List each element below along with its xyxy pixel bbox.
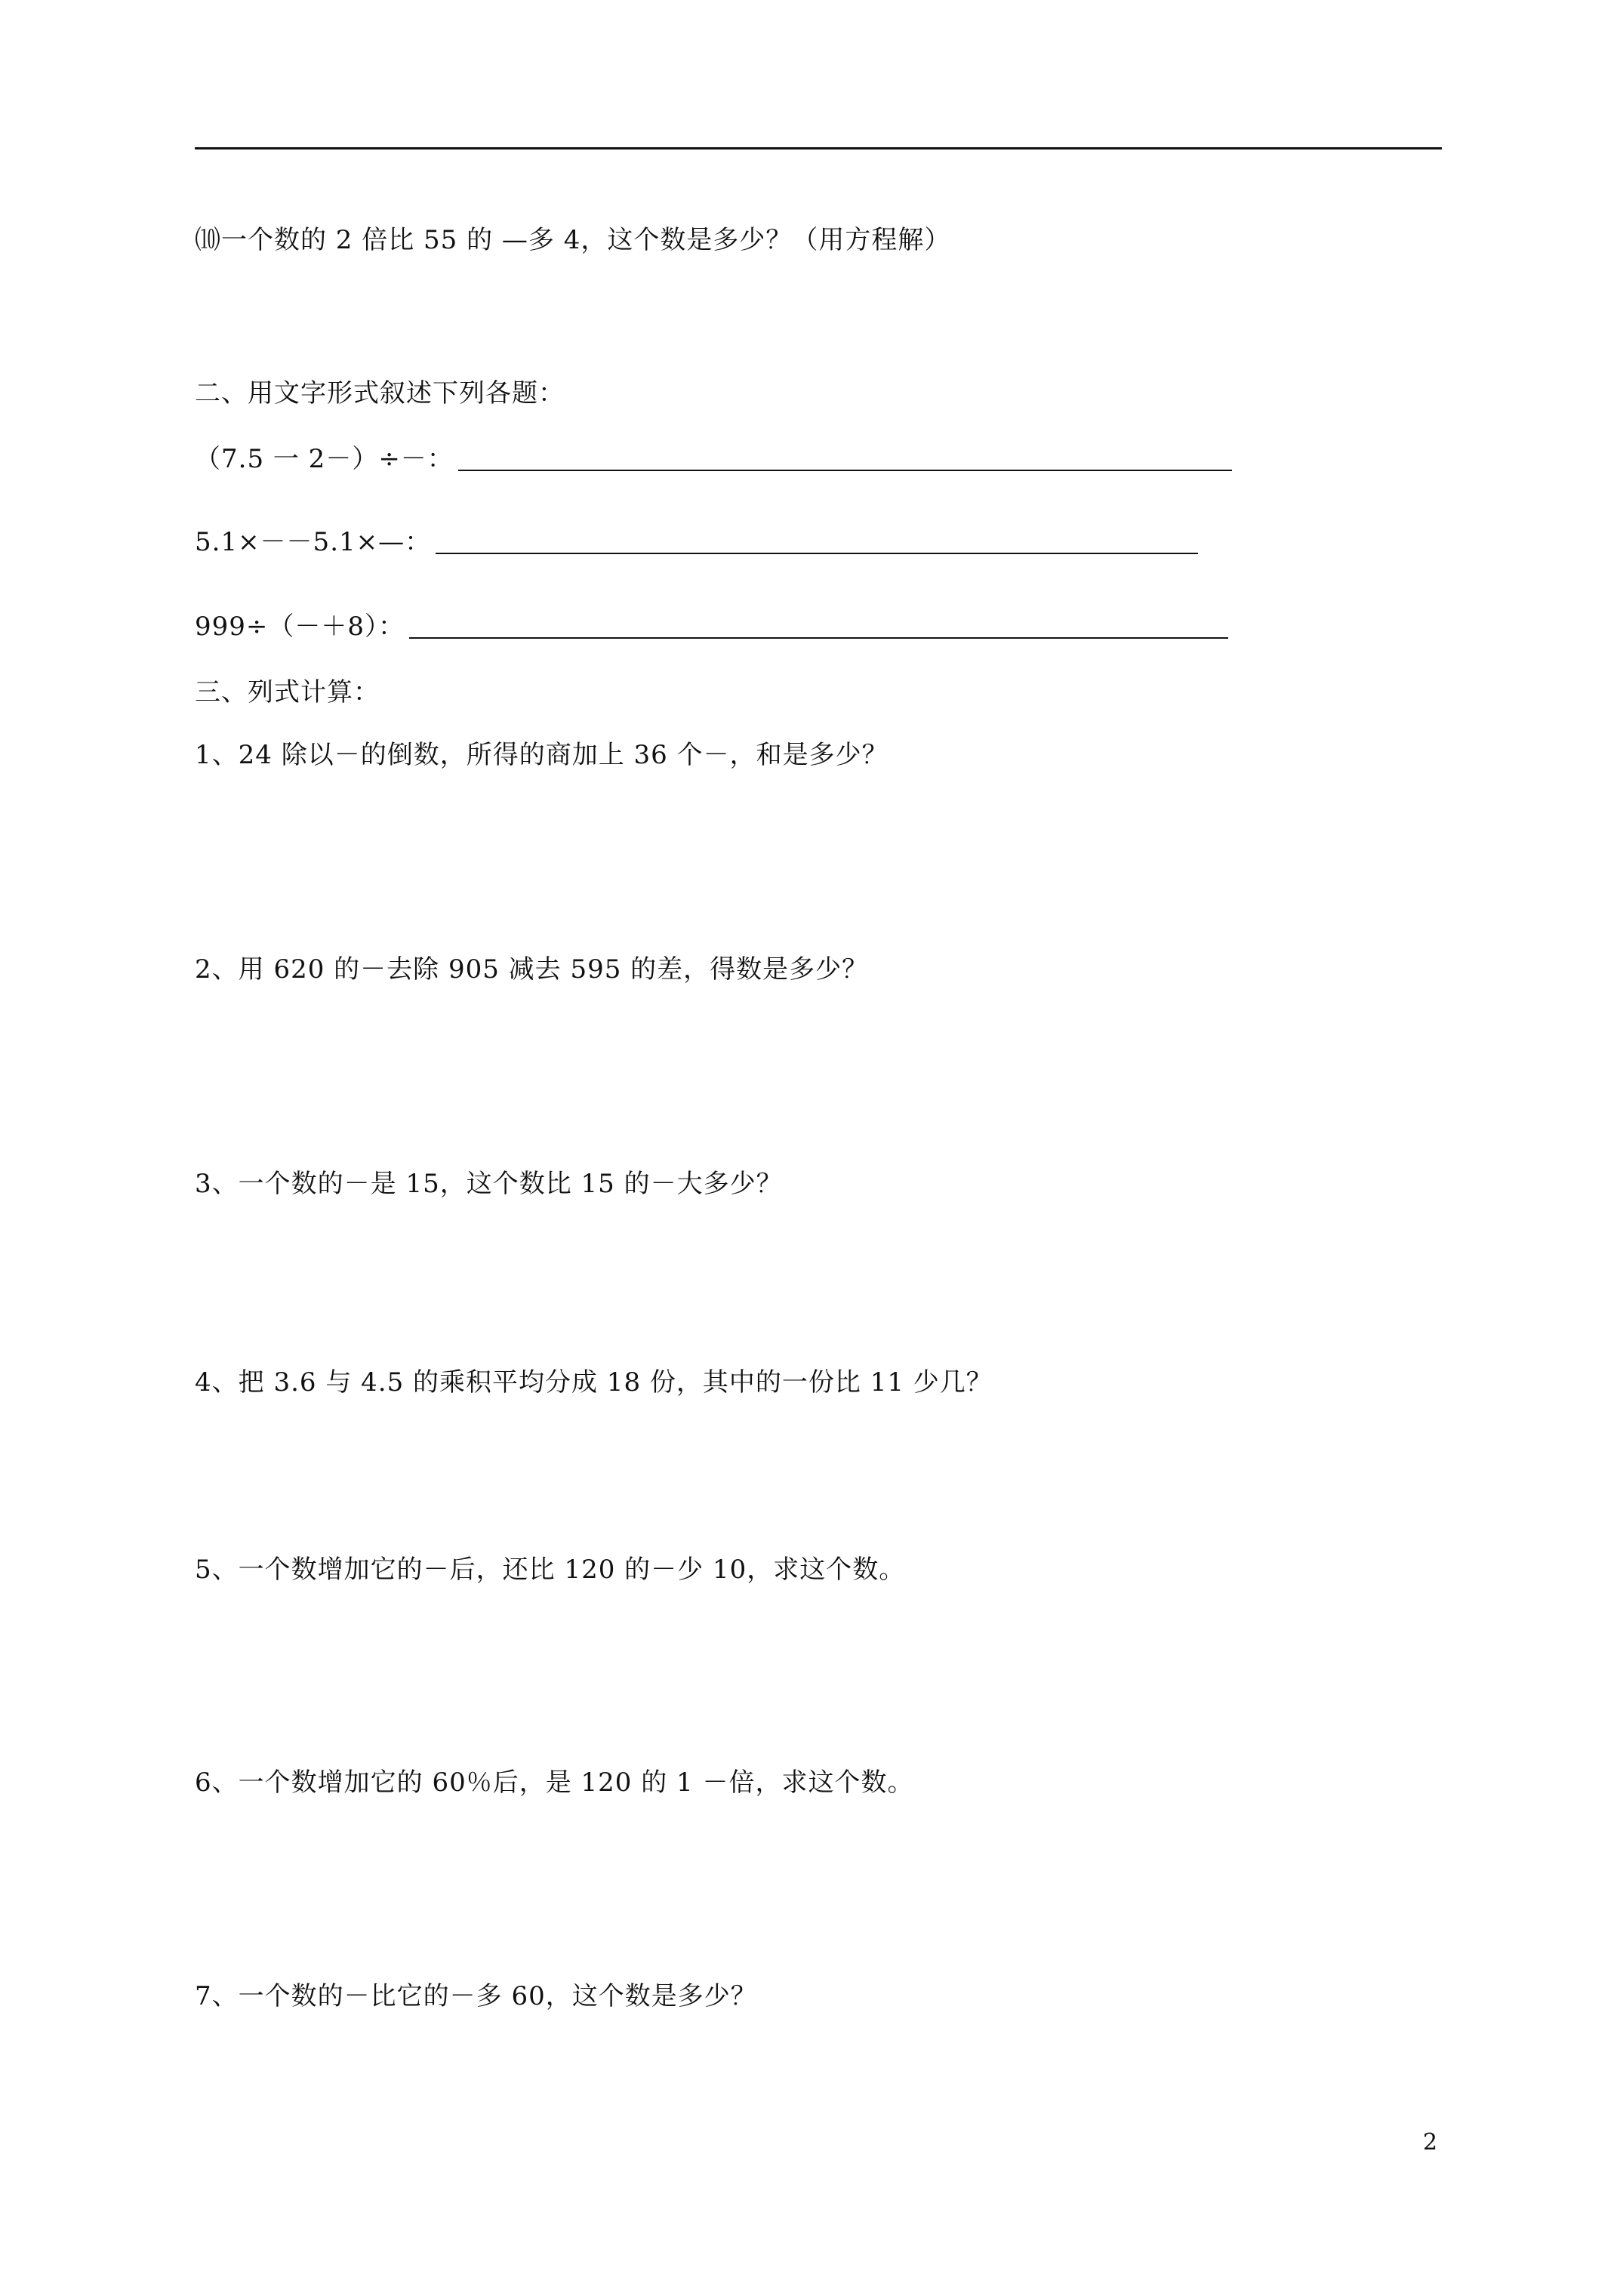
section-two-title: 二、用文字形式叙述下列各题： bbox=[195, 378, 565, 408]
expression-1: （7.5 一 2－）÷－： bbox=[195, 444, 454, 474]
problem-10: ⑽一个数的 2 倍比 55 的 —多 4，这个数是多少？（用方程解） bbox=[195, 225, 951, 255]
problem-item-7: 7、一个数的－比它的－多 60，这个数是多少？ bbox=[195, 1981, 757, 2011]
problem-item-4: 4、把 3.6 与 4.5 的乘积平均分成 18 份，其中的一份比 11 少几？ bbox=[195, 1367, 993, 1398]
expression-2: 5.1×－－5.1×—： bbox=[195, 527, 432, 557]
section-three-title: 三、列式计算： bbox=[195, 677, 380, 707]
problem-item-2: 2、用 620 的－去除 905 减去 595 的差，得数是多少？ bbox=[195, 954, 869, 985]
answer-blank-1[interactable] bbox=[458, 470, 1232, 471]
problem-item-5: 5、一个数增加它的－后，还比 120 的－少 10，求这个数。 bbox=[195, 1555, 906, 1585]
expression-3: 999÷（－＋8）： bbox=[195, 612, 405, 642]
answer-blank-3[interactable] bbox=[409, 637, 1228, 639]
fill-row-3 bbox=[195, 610, 1228, 643]
fill-row-1 bbox=[195, 442, 1232, 476]
problem-item-1: 1、24 除以－的倒数，所得的商加上 36 个－，和是多少？ bbox=[195, 740, 888, 770]
page-number: 2 bbox=[1423, 2129, 1438, 2156]
header-rule bbox=[195, 147, 1442, 149]
problem-item-6: 6、一个数增加它的 60％后，是 120 的 1 －倍，求这个数。 bbox=[195, 1767, 914, 1798]
answer-blank-2[interactable] bbox=[436, 553, 1198, 554]
fill-row-2 bbox=[195, 525, 1198, 559]
problem-item-3: 3、一个数的－是 15，这个数比 15 的－大多少？ bbox=[195, 1169, 783, 1199]
